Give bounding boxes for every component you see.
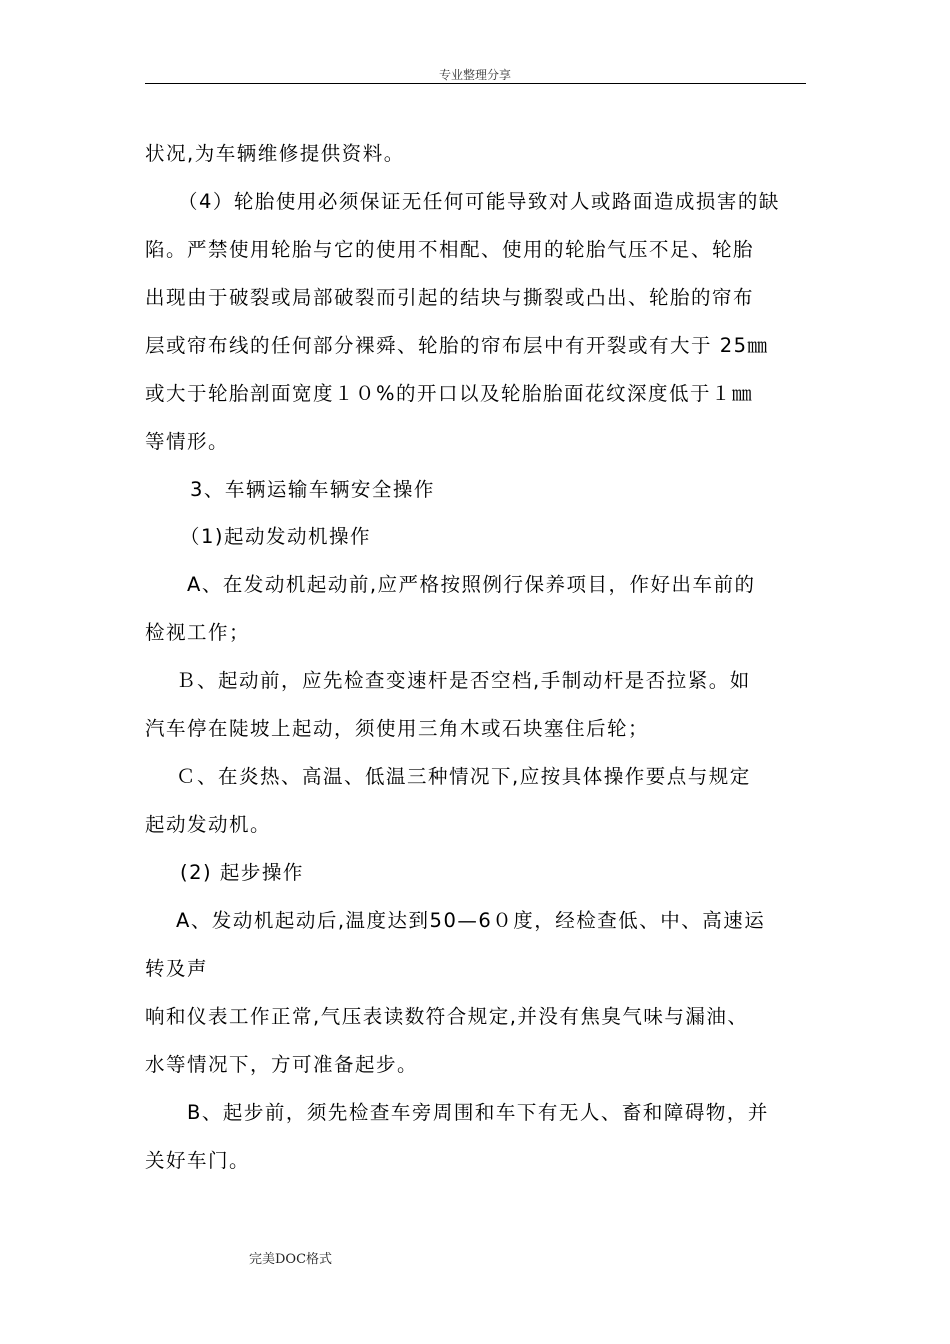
page-footer-text: 完美DOC格式 xyxy=(249,1252,333,1267)
paragraph-line: A、发动机起动后,温度达到50—6０度，经检查低、中、高速运 xyxy=(176,909,766,932)
paragraph-line: 检视工作； xyxy=(145,621,251,644)
paragraph-line: 转及声 xyxy=(145,957,209,980)
paragraph-line: 出现由于破裂或局部破裂而引起的结块与撕裂或凸出、轮胎的帘布 xyxy=(145,286,755,309)
paragraph-line: 陷。严禁使用轮胎与它的使用不相配、使用的轮胎气压不足、轮胎 xyxy=(145,238,755,261)
paragraph-line: （4）轮胎使用必须保证无任何可能导致对人或路面造成损害的缺 xyxy=(178,190,780,213)
section-heading: 3、车辆运输车辆安全操作 xyxy=(190,478,435,501)
paragraph-line: Ｃ、在炎热、高温、低温三种情况下,应按具体操作要点与规定 xyxy=(176,765,751,788)
paragraph-line: 起动发动机。 xyxy=(145,813,272,836)
header-divider xyxy=(145,83,806,84)
paragraph-line: A、在发动机起动前,应严格按照例行保养项目，作好出车前的 xyxy=(187,573,756,596)
paragraph-line: 响和仪表工作正常,气压表读数符合规定,并没有焦臭气味与漏油、 xyxy=(145,1005,749,1028)
paragraph-line: 水等情况下，方可准备起步。 xyxy=(145,1053,419,1076)
paragraph-line: 或大于轮胎剖面宽度１０%的开口以及轮胎胎面花纹深度低于１㎜ xyxy=(145,382,754,405)
page-header-title: 专业整理分享 xyxy=(438,68,511,82)
paragraph-line: Ｂ、起动前，应先检查变速杆是否空档,手制动杆是否拉紧。如 xyxy=(176,669,751,692)
paragraph-line: 等情形。 xyxy=(145,430,230,453)
subsection-heading: (2) 起步操作 xyxy=(180,861,304,884)
paragraph-line: 关好车门。 xyxy=(145,1149,251,1172)
subsection-heading: （1)起动发动机操作 xyxy=(180,525,372,548)
paragraph-line: 状况,为车辆维修提供资料。 xyxy=(145,142,405,165)
paragraph-line: 层或帘布线的任何部分裸舜、轮胎的帘布层中有开裂或有大于 25㎜ xyxy=(145,334,769,357)
paragraph-line: 汽车停在陡坡上起动，须使用三角木或石块塞住后轮； xyxy=(145,717,650,740)
paragraph-line: B、起步前，须先检查车旁周围和车下有无人、畜和障碍物，并 xyxy=(187,1101,769,1124)
